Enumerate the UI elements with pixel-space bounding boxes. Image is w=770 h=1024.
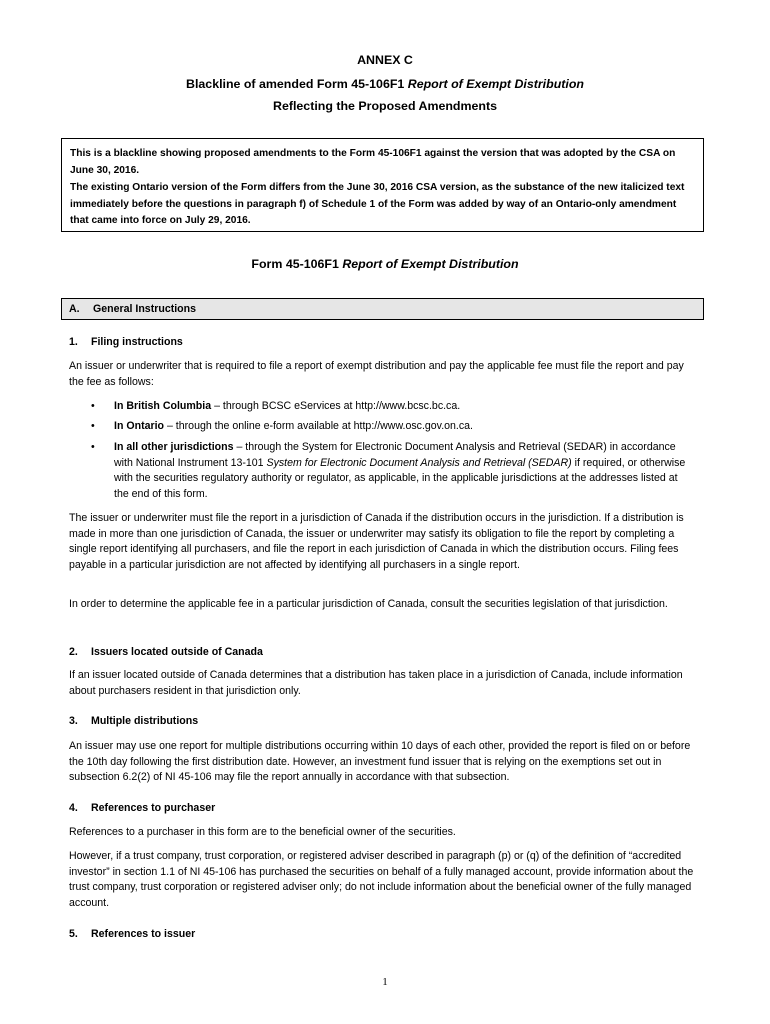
page-number: 1 xyxy=(382,976,388,988)
note-paragraph-2: The existing Ontario version of the Form differs from the June 30, 2016 CSA version, as the substance of the new italicized text immediately before the questions in paragraph f) of Schedule 1 of the Form was added by way of an Ontario-only amendment that came into force on July 29, 2016. xyxy=(70,182,685,226)
filing-intro-paragraph: An issuer or underwriter that is required to file a report of exempt distribution and pay the applicable fee must file the report and pay the fee as follows: xyxy=(69,360,684,388)
heading-multiple-distributions xyxy=(69,714,198,730)
document-subheading: Reflecting the Proposed Amendments xyxy=(273,99,497,113)
purchaser-paragraph-1: References to a purchaser in this form are to the beneficial owner of the securities. xyxy=(69,826,456,838)
annex-label: ANNEX C xyxy=(357,53,413,67)
bullet-bold-text: In Ontario xyxy=(114,420,165,432)
section-a-header xyxy=(61,298,704,320)
heading-number: 1. xyxy=(69,336,78,348)
form-title-italic: Report of Exempt Distribution xyxy=(342,257,519,271)
heading-issuers-outside-canada xyxy=(69,645,263,661)
filing-paragraph-2: The issuer or underwriter must file the report in a jurisdiction of Canada if the distribution occurs in the jurisdiction. If a distribution is made in more than one jurisdiction of Canada, the issuer or underwriter may satisfy its obligation to file the report by completing a single report identifying all purchasers, and file the report in each jurisdiction of Canada in which the distribution occurs. Filing fees payable in a particular jurisdiction are not affected by identifying all purchasers in a single report. xyxy=(69,512,684,571)
heading-references-to-issuer xyxy=(69,927,195,943)
bullet-bold-text: In British Columbia xyxy=(114,400,212,412)
subtitle-text: Blackline of amended Form 45-106F1 xyxy=(186,77,408,91)
bullet-icon: • xyxy=(91,400,95,412)
bullet-bold-text: In all other jurisdictions xyxy=(114,441,234,453)
issuers-outside-paragraph: If an issuer located outside of Canada determines that a distribution has taken place in a jurisdiction of Canada, include information about purchasers resident in that jurisdiction only. xyxy=(69,669,683,697)
purchaser-paragraph-2: However, if a trust company, trust corporation, or registered adviser described in paragraph (p) or (q) of the definition of “accredited investor” in section 1.1 of NI 45-106 has purchased the securities on behalf of a fully managed account, provide information about the trust company, trust corporation or registered adviser only; do not include information about the beneficial owner of the fully managed account. xyxy=(69,850,694,909)
heading-references-to-purchaser xyxy=(69,801,215,817)
section-a-number: A. xyxy=(69,303,80,315)
bullet-text: – through BCSC eServices at http://www.bcsc.bc.ca. xyxy=(211,400,461,412)
heading-title: References to issuer xyxy=(91,928,196,940)
filing-paragraph-3: In order to determine the applicable fee in a particular jurisdiction of Canada, consult the securities legislation of that jurisdiction. xyxy=(69,598,668,610)
bullet-text-continued: if required, or otherwise with the securities regulatory authority or regulator, as applicable, in the applicable jurisdictions at the addresses listed at the end of this form. xyxy=(114,456,686,500)
heading-filing-instructions xyxy=(69,335,183,351)
section-a-title: General Instructions xyxy=(93,303,197,315)
form-title xyxy=(0,257,770,273)
heading-number: 3. xyxy=(69,715,78,727)
bullet-text: – through the online e-form available at http://www.osc.gov.on.ca. xyxy=(164,420,473,432)
heading-title: Filing instructions xyxy=(91,336,183,348)
heading-title: Multiple distributions xyxy=(91,715,199,727)
heading-number: 4. xyxy=(69,802,78,814)
bullet-text: – through the System for Electronic Document Analysis and Retrieval (SEDAR) in accordance with National Instrument 13-101 xyxy=(114,441,676,469)
blackline-note-box xyxy=(61,138,704,232)
heading-title: Issuers located outside of Canada xyxy=(91,646,263,658)
subtitle-italic: Report of Exempt Distribution xyxy=(407,77,584,91)
heading-number: 2. xyxy=(69,646,78,658)
bullet-icon: • xyxy=(91,420,95,432)
multiple-distributions-paragraph: An issuer may use one report for multiple distributions occurring within 10 days of each other, provided the report is filed on or before the 10th day following the first distribution date. However, an investment fund issuer that is relying on the exemptions set out in subsection 6.2(2) of NI 45-106 may file the report annually in accordance with that subsection. xyxy=(69,740,691,784)
document-subtitle xyxy=(0,77,770,93)
bullet-icon: • xyxy=(91,441,95,453)
heading-title: References to purchaser xyxy=(91,802,216,814)
form-title-text: Form 45-106F1 xyxy=(251,257,343,271)
note-paragraph-1: This is a blackline showing proposed amendments to the Form 45-106F1 against the version that was adopted by the CSA on June 30, 2016. xyxy=(70,148,676,176)
bullet-italic-text: System for Electronic Document Analysis and Retrieval (SEDAR) xyxy=(266,456,572,469)
heading-number: 5. xyxy=(69,928,78,940)
